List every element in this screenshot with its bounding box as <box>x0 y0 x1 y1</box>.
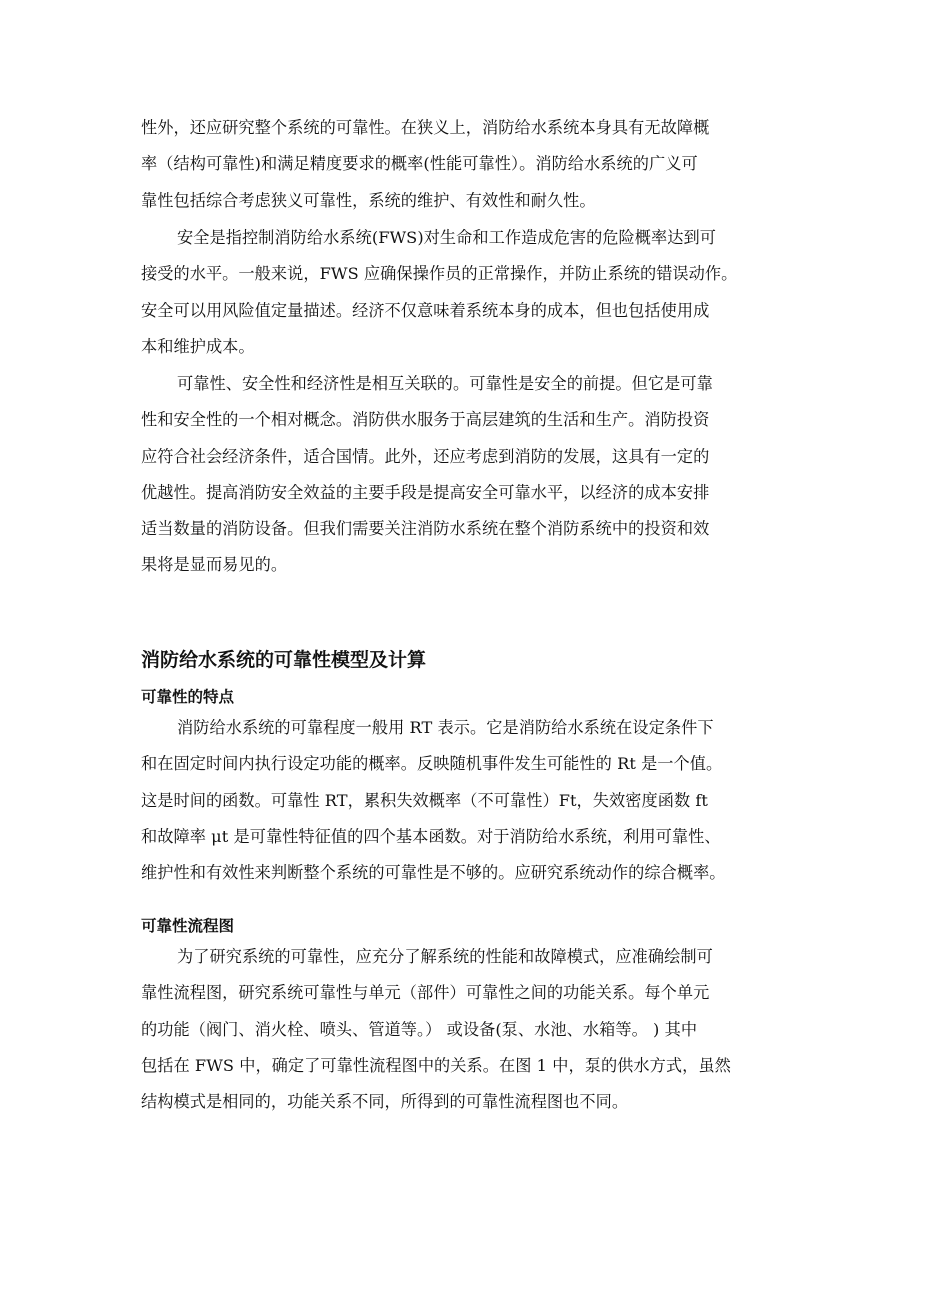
text-line: 为了研究系统的可靠性，应充分了解系统的性能和故障模式，应准确绘制可 <box>177 947 713 966</box>
text-line: 包括在 FWS 中，确定了可靠性流程图中的关系。在图 1 中，泵的供水方式，虽然 <box>141 1055 731 1075</box>
text-line: 维护性和有效性来判断整个系统的可靠性是不够的。应研究系统动作的综合概率。 <box>141 863 726 883</box>
text-line: 靠性包括综合考虑狭义可靠性，系统的维护、有效性和耐久性。 <box>141 190 596 210</box>
text-line: 本和维护成本。 <box>141 336 255 356</box>
paragraph-reliability-definition <box>141 110 791 219</box>
text-line: 果将是显而易见的。 <box>141 555 288 575</box>
text-line: 应符合社会经济条件，适合国情。此外，还应考虑到消防的发展，这具有一定的 <box>141 446 710 466</box>
paragraph-characteristics <box>141 710 791 891</box>
text-line: 接受的水平。一般来说，FWS 应确保操作员的正常操作，并防止系统的错误动作。 <box>141 264 738 284</box>
text-line: 性和安全性的一个相对概念。消防供水服务于高层建筑的生活和生产。消防投资 <box>141 410 710 430</box>
subsection-heading-characteristics: 可靠性的特点 <box>141 688 235 706</box>
text-line: 和在固定时间内执行设定功能的概率。反映随机事件发生可能性的 Rt 是一个值。 <box>141 754 723 774</box>
text-line: 率（结构可靠性)和满足精度要求的概率(性能可靠性）。消防给水系统的广义可 <box>141 154 698 174</box>
text-line: 适当数量的消防设备。但我们需要关注消防水系统在整个消防系统中的投资和效 <box>141 519 710 539</box>
section-heading: 消防给水系统的可靠性模型及计算 <box>141 649 427 671</box>
text-line: 安全可以用风险值定量描述。经济不仅意味着系统本身的成本，但也包括使用成 <box>141 300 710 320</box>
paragraph-correlation <box>141 366 791 584</box>
text-line: 这是时间的函数。可靠性 RT，累积失效概率（不可靠性）Ft，失效密度函数 ft <box>141 790 708 810</box>
text-line: 安全是指控制消防给水系统(FWS)对生命和工作造成危害的危险概率达到可 <box>177 228 716 247</box>
text-line: 可靠性、安全性和经济性是相互关联的。可靠性是安全的前提。但它是可靠 <box>177 374 713 393</box>
paragraph-safety <box>141 220 791 365</box>
text-line: 优越性。提高消防安全效益的主要手段是提高安全可靠水平，以经济的成本安排 <box>141 482 710 502</box>
paragraph-flowchart <box>141 939 791 1120</box>
subsection-heading-flowchart: 可靠性流程图 <box>141 917 235 935</box>
text-line: 靠性流程图，研究系统可靠性与单元（部件）可靠性之间的功能关系。每个单元 <box>141 983 710 1003</box>
text-line: 结构模式是相同的，功能关系不同，所得到的可靠性流程图也不同。 <box>141 1092 629 1112</box>
text-line: 消防给水系统的可靠程度一般用 RT 表示。它是消防给水系统在设定条件下 <box>177 718 714 737</box>
text-line: 的功能（阀门、消火栓、喷头、管道等。） 或设备(泵、水池、水箱等。 ) 其中 <box>141 1019 698 1039</box>
text-line: 性外，还应研究整个系统的可靠性。在狭义上，消防给水系统本身具有无故障概 <box>141 118 710 137</box>
text-line: 和故障率 μt 是可靠性特征值的四个基本函数。对于消防给水系统，利用可靠性、 <box>141 826 721 846</box>
